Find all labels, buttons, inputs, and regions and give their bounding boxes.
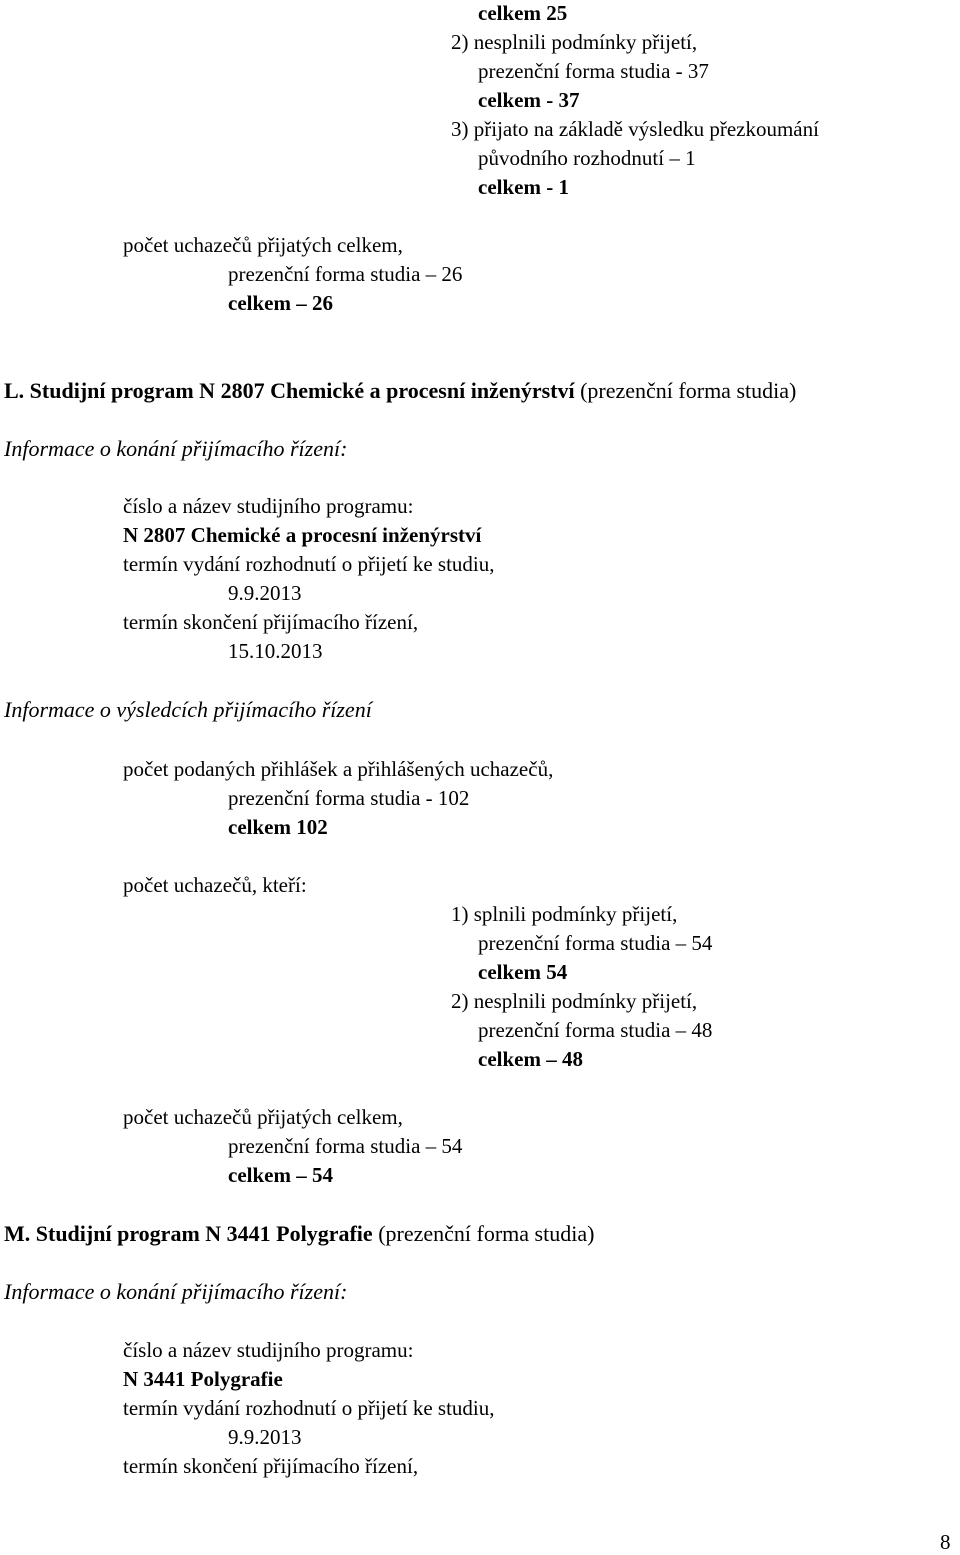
- top-nesplnili-celkem: celkem - 37: [478, 88, 580, 112]
- section-l-program-name: N 2807 Chemické a procesní inženýrství: [123, 523, 482, 547]
- section-l-cislo-nazev-label: číslo a název studijního programu:: [123, 494, 414, 518]
- section-l-nesplnili-label: 2) nesplnili podmínky přijetí,: [451, 989, 698, 1013]
- top-celkem-25: celkem 25: [478, 1, 568, 25]
- top-nesplnili-prezencni: prezenční forma studia - 37: [478, 59, 709, 83]
- section-l-nesplnili-prezencni: prezenční forma studia – 48: [478, 1018, 713, 1042]
- section-l-podanych-prezencni: prezenční forma studia - 102: [228, 786, 470, 810]
- section-m-termin-vydani-label: termín vydání rozhodnutí o přijetí ke studiu,: [123, 1396, 495, 1420]
- top-nesplnili-label: 2) nesplnili podmínky přijetí,: [451, 30, 698, 54]
- section-m-termin-vydani-value: 9.9.2013: [228, 1425, 302, 1449]
- section-l-splnili-label: 1) splnili podmínky přijetí,: [451, 902, 678, 926]
- section-m-termin-skonceni-label: termín skončení přijímacího řízení,: [123, 1454, 419, 1478]
- section-l-prijatych-celkem: celkem – 54: [228, 1163, 333, 1187]
- top-prijatych-celkem: celkem – 26: [228, 291, 333, 315]
- section-l-title-bold: L. Studijní program N 2807 Chemické a procesní inženýrství: [4, 378, 575, 403]
- section-m-info-konani-heading: Informace o konání přijímacího řízení:: [4, 1279, 348, 1304]
- section-l-termin-vydani-value: 9.9.2013: [228, 581, 302, 605]
- page-number: 8: [940, 1530, 951, 1554]
- section-l-termin-vydani-label: termín vydání rozhodnutí o přijetí ke studiu,: [123, 552, 495, 576]
- top-prezkoumani-line1: 3) přijato na základě výsledku přezkoumání: [451, 117, 819, 141]
- section-m-title-regular: (prezenční forma studia): [378, 1221, 595, 1246]
- section-l-podanych-celkem: celkem 102: [228, 815, 328, 839]
- section-m-title-bold: M. Studijní program N 3441 Polygrafie: [4, 1221, 373, 1246]
- section-m-program-name: N 3441 Polygrafie: [123, 1367, 283, 1391]
- top-prijatych-label: počet uchazečů přijatých celkem,: [123, 233, 403, 257]
- section-l-splnili-celkem: celkem 54: [478, 960, 568, 984]
- section-l-termin-skonceni-value: 15.10.2013: [228, 639, 323, 663]
- section-l-title: [4, 380, 796, 402]
- section-l-termin-skonceni-label: termín skončení přijímacího řízení,: [123, 610, 419, 634]
- section-l-title-regular: (prezenční forma studia): [580, 378, 797, 403]
- top-prezkoumani-celkem: celkem - 1: [478, 175, 569, 199]
- top-prijatych-prezencni: prezenční forma studia – 26: [228, 262, 463, 286]
- section-l-prijatych-prezencni: prezenční forma studia – 54: [228, 1134, 463, 1158]
- section-l-info-vysledky-heading: Informace o výsledcích přijímacího řízení: [4, 697, 372, 722]
- section-l-podanych-label: počet podaných přihlášek a přihlášených uchazečů,: [123, 757, 554, 781]
- top-prezkoumani-line2: původního rozhodnutí – 1: [478, 146, 696, 170]
- section-l-info-konani-heading: Informace o konání přijímacího řízení:: [4, 436, 348, 461]
- section-l-splnili-prezencni: prezenční forma studia – 54: [478, 931, 713, 955]
- section-l-kteri-label: počet uchazečů, kteří:: [123, 873, 307, 897]
- section-m-title: [4, 1223, 594, 1245]
- section-m-cislo-nazev-label: číslo a název studijního programu:: [123, 1338, 414, 1362]
- section-l-prijatych-label: počet uchazečů přijatých celkem,: [123, 1105, 403, 1129]
- section-l-nesplnili-celkem: celkem – 48: [478, 1047, 583, 1071]
